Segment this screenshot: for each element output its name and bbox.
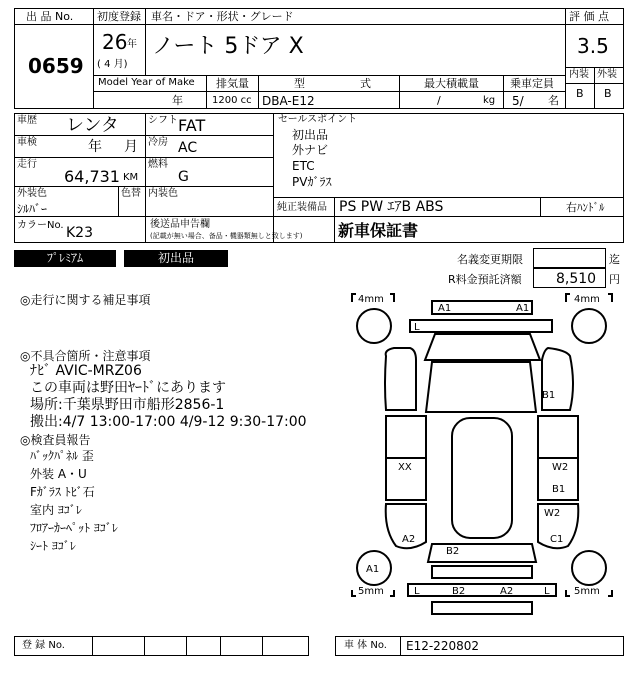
mark-left-rear-wheel: A1	[366, 564, 380, 575]
inspection-year-unit: 年	[88, 139, 102, 155]
recycle-unit: 円	[609, 273, 620, 286]
sales-point: 外ナビ	[292, 143, 329, 157]
inspector-label: ◎検査員報告	[20, 433, 91, 447]
rear-panel	[432, 566, 532, 578]
ext-color: ｼﾙﾊﾞｰ	[17, 202, 48, 216]
car-damage-diagram	[340, 290, 624, 620]
rear-bumper-lower	[432, 602, 532, 614]
color-no: K23	[66, 225, 93, 241]
vehicle-label: 車名・ドア・形状・グレード	[151, 10, 294, 23]
mileage-unit: KM	[123, 172, 139, 183]
mark-right-rear-quarter: C1	[550, 534, 564, 545]
hood-top	[410, 320, 552, 332]
defect-line: ﾅﾋﾞ AVIC-MRZ06	[30, 363, 142, 379]
mark-rear-l2: L	[544, 586, 550, 597]
score: 3.5	[577, 34, 609, 58]
inspector-line: ﾌﾛｱｰｶｰﾍﾟｯﾄ ﾖｺﾞﾚ	[30, 521, 118, 535]
rear-glass	[428, 544, 536, 562]
model-year-label: Model Year of Make	[98, 77, 195, 88]
first-reg-month: ( 4 月)	[97, 59, 128, 70]
defect-line: この車両は野田ﾔｰﾄﾞにあります	[30, 380, 226, 396]
reg-no-label: 登 録 No.	[22, 640, 65, 651]
interior-grade: B	[576, 87, 584, 100]
model-label-2: 式	[360, 77, 371, 90]
sales-point: PVｶﾞﾗｽ	[292, 175, 332, 189]
inspector-line: 室内 ﾖｺﾞﾚ	[30, 503, 82, 517]
aftermarket-label: 後送品申告欄	[150, 219, 210, 230]
inspection-label: 車検	[17, 137, 37, 148]
sales-points-label: セールスポイント	[278, 114, 358, 125]
exterior-label: 外装	[597, 69, 617, 80]
aftermarket-note: (記載が無い場合、备品・機器類無しと致します)	[150, 232, 303, 240]
model-code: DBA-E12	[262, 94, 315, 108]
displacement-label: 排気量	[216, 77, 249, 90]
defect-line: 場所:千葉県野田市船形2856-1	[30, 397, 225, 413]
inspector-line: ﾊﾞｯｸﾊﾟﾈﾙ 歪	[30, 449, 94, 463]
mark-rear-a2: A2	[500, 586, 514, 597]
inspection-month-unit: 月	[124, 139, 138, 155]
mark-front-bumper-left: A1	[438, 303, 452, 314]
first-reg-year: 26	[102, 30, 128, 54]
chassis-label: 車 体 No.	[344, 640, 387, 651]
tread-rear-right: 5mm	[574, 586, 600, 597]
score-label: 評 価 点	[569, 10, 609, 23]
fuel: G	[178, 169, 189, 185]
int-color-label: 内装色	[148, 188, 178, 199]
capacity: 5/	[512, 94, 524, 108]
inspector-line: ｼｰﾄ ﾖｺﾞﾚ	[30, 539, 76, 553]
steering: 右ﾊﾝﾄﾞﾙ	[566, 201, 605, 214]
max-load-unit: kg	[483, 95, 496, 106]
name-change-label: 名義変更期限	[457, 253, 523, 266]
aircon: AC	[178, 140, 198, 156]
aircon-label: 冷房	[148, 137, 168, 148]
rear-bumper	[408, 584, 556, 596]
tread-front-left: 4mm	[358, 294, 384, 305]
model-year-unit: 年	[172, 94, 183, 107]
mark-left-side: XX	[398, 462, 412, 473]
mark-right-rear-door-w2: W2	[552, 462, 569, 473]
vehicle-name: ノート 5ドア X	[152, 34, 304, 59]
exterior-grade: B	[604, 87, 612, 100]
mark-left-rear-quarter: A2	[402, 534, 416, 545]
mark-right-rear-door-b1: B1	[552, 484, 566, 495]
sales-point: 初出品	[292, 128, 329, 142]
color-swatch-label: 色替	[121, 188, 141, 199]
first-listing-badge: 初出品	[124, 250, 228, 267]
mileage-label: 走行	[17, 159, 37, 170]
capacity-unit: 名	[548, 94, 559, 107]
recycle-value: 8,510	[556, 271, 597, 287]
driving-notes-label: ◎走行に関する補足事項	[20, 293, 151, 307]
mark-right-rear-fender: W2	[544, 508, 561, 519]
lot-number-label: 出 品 No.	[26, 10, 74, 23]
history: レンタ	[66, 115, 119, 136]
front-right-wheel	[572, 309, 606, 343]
shift: FAT	[178, 116, 206, 135]
equipment: PS PW ｴｱB ABS	[339, 199, 444, 215]
history-label: 車歴	[17, 115, 37, 126]
sales-point: ETC	[292, 159, 315, 173]
equipment-label: 純正装備品	[277, 202, 327, 213]
mark-rear-l: L	[414, 586, 420, 597]
mark-front-bumper-right: A1	[516, 303, 530, 314]
fuel-label: 燃料	[148, 159, 168, 170]
defects-label: ◎不具合箇所・注意事項	[20, 349, 151, 363]
front-left-wheel	[357, 309, 391, 343]
name-change-box	[533, 248, 606, 268]
max-load: /	[437, 94, 441, 107]
windshield	[426, 362, 536, 412]
first-reg-label: 初度登録	[97, 10, 141, 23]
premium-badge: ﾌﾟﾚﾐｱﾑ	[14, 250, 116, 267]
first-reg-year-unit: 年	[127, 39, 137, 50]
defect-line: 搬出:4/7 13:00-17:00 4/9-12 9:30-17:00	[30, 414, 307, 430]
warranty: 新車保証書	[338, 221, 419, 240]
lot-number: 0659	[28, 54, 84, 78]
displacement: 1200 cc	[212, 95, 252, 106]
mark-trunk: B2	[446, 546, 460, 557]
tread-front-right: 4mm	[574, 294, 600, 305]
recycle-label: R料金預託済額	[448, 273, 522, 286]
shift-label: シフト	[148, 115, 178, 126]
tread-rear-left: 5mm	[358, 586, 384, 597]
interior-label: 内装	[569, 69, 589, 80]
mark-rear-b2: B2	[452, 586, 466, 597]
inspector-line: 外装 A・U	[30, 467, 87, 481]
chassis-no: E12-220802	[406, 639, 479, 653]
name-change-unit: 迄	[609, 253, 620, 266]
ext-color-label: 外装色	[17, 188, 47, 199]
mark-right-front-fender: B1	[542, 390, 556, 401]
roof	[452, 418, 512, 538]
model-label: 型	[294, 77, 305, 90]
inspector-line: Fｶﾞﾗｽ ﾄﾋﾞ石	[30, 485, 95, 499]
capacity-label: 乗車定員	[510, 77, 554, 90]
max-load-label: 最大積載量	[424, 77, 479, 90]
rear-right-wheel	[572, 551, 606, 585]
color-no-label: カラーNo.	[17, 220, 64, 231]
mark-front-l: L	[414, 322, 420, 333]
mileage: 64,731	[64, 167, 120, 186]
